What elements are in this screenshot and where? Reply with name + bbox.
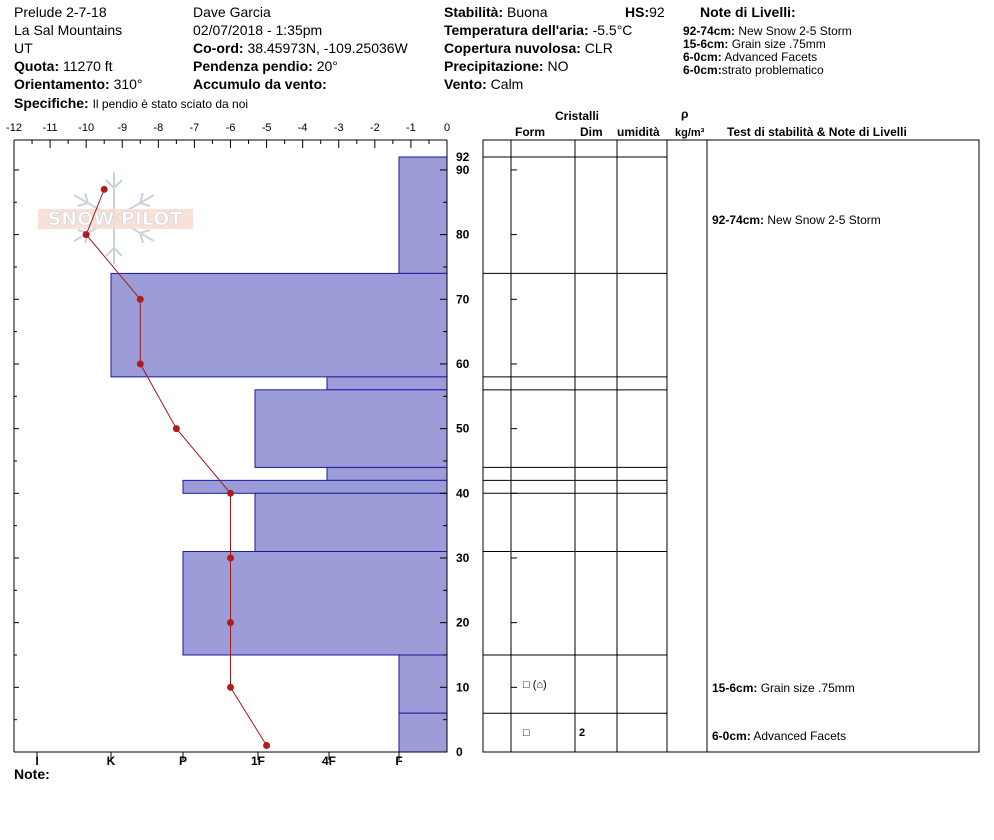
density-symbol: ρ [681, 107, 689, 121]
temperature-point [137, 360, 144, 367]
hardness-bar [255, 390, 447, 468]
layer-note-text: Advanced Facets [724, 50, 818, 64]
temperature-point [137, 296, 144, 303]
precip-label: Precipitazione: [444, 58, 544, 74]
location-name: La Sal Mountains [14, 22, 123, 38]
hardness-tick-label: K [106, 754, 116, 768]
observation-datetime: 02/07/2018 - 1:35pm [193, 22, 323, 38]
wind-loading-label: Accumulo da vento: [193, 76, 327, 92]
temperature-tick-label: 0 [443, 122, 451, 134]
table-note-text: Grain size .75mm [760, 681, 855, 695]
depth-tick-label: 70 [456, 292, 470, 307]
slope-value: 20° [316, 58, 338, 74]
layer-table-frame [483, 140, 979, 752]
table-note-range: 15-6cm: [712, 681, 758, 695]
aspect-label: Orientamento: [14, 76, 110, 92]
notes-footer-label: Note: [14, 766, 50, 782]
table-note-3 [712, 730, 846, 743]
layer-note-text: Grain size .75mm [731, 37, 826, 51]
temperature-axis [6, 122, 450, 148]
temperature-point [227, 554, 234, 561]
cloud-label: Copertura nuvolosa: [444, 40, 581, 56]
layer-note-text: New Snow 2-5 Storm [738, 24, 852, 38]
depth-tick-label: 20 [456, 615, 470, 630]
table-note-2 [712, 682, 855, 695]
table-note-1 [712, 214, 881, 227]
temperature-point [263, 742, 270, 749]
temperature-tick-label: -2 [369, 122, 380, 134]
temperature-point [101, 186, 108, 193]
temperature-point [173, 425, 180, 432]
hardness-axis [35, 752, 402, 768]
state-name: UT [14, 40, 33, 56]
crystal-form-cell: □ [523, 727, 530, 739]
table-note-text: Advanced Facets [753, 729, 847, 743]
temperature-tick-label: -9 [117, 122, 128, 134]
hardness-tick-label: 1F [250, 754, 266, 768]
temperature-tick-label: -10 [78, 122, 95, 134]
layer-note-range: 15-6cm: [683, 37, 729, 51]
temperature-tick-label: -7 [189, 122, 200, 134]
layer-table [483, 140, 979, 752]
crystal-form-cell: □ (⌂) [523, 679, 547, 691]
layer-notes-title: Note di Livelli: [700, 4, 796, 20]
size-header: Dim [580, 125, 603, 139]
table-note-text: New Snow 2-5 Storm [767, 213, 881, 227]
hardness-bar [255, 493, 447, 551]
temperature-tick-label: -6 [225, 122, 236, 134]
hardness-bar [399, 655, 447, 713]
density-unit: kg/m³ [675, 127, 705, 139]
depth-tick-label: 90 [456, 162, 470, 177]
hs-label: HS: [625, 4, 650, 20]
depth-tick-label: 50 [456, 421, 470, 436]
hardness-bars [111, 157, 447, 752]
wetness-header: umidità [617, 125, 660, 139]
air-temp-label: Temperatura dell'aria: [444, 22, 589, 38]
hardness-bar [183, 480, 447, 493]
hs-value: 92 [649, 4, 665, 20]
hardness-bar [399, 157, 447, 273]
stability-value: Buona [507, 4, 548, 20]
layer-note-text: strato problematico [721, 63, 824, 77]
hardness-bar [327, 377, 447, 390]
temperature-tick-label: -12 [6, 122, 22, 134]
coord-value: 38.45973N, -109.25036W [247, 40, 408, 56]
table-depth-ticks [511, 170, 517, 752]
temperature-line [86, 189, 266, 745]
wind-label: Vento: [444, 76, 487, 92]
depth-tick-label: 80 [456, 227, 470, 242]
temperature-point [227, 619, 234, 626]
crystal-size-cell: 2 [579, 727, 586, 739]
logo-text: SNOW PILOT [47, 208, 183, 230]
hardness-tick-label: 4F [321, 754, 337, 768]
notes-header: Test di stabilità & Note di Livelli [727, 125, 907, 139]
crystals-header: Cristalli [555, 109, 600, 123]
precip-value: NO [547, 58, 569, 74]
temperature-tick-label: -11 [42, 122, 58, 134]
depth-top-label: 92 [456, 150, 470, 164]
elevation-label: Quota: [14, 58, 60, 74]
slope-label: Pendenza pendio: [193, 58, 313, 74]
depth-tick-label: 30 [456, 550, 470, 565]
table-note-range: 6-0cm: [712, 729, 751, 743]
table-note-range: 92-74cm: [712, 213, 765, 227]
form-header: Form [515, 125, 545, 139]
hardness-tick-label: P [178, 754, 188, 768]
temperature-point [83, 231, 90, 238]
temperature-tick-label: -1 [406, 122, 416, 134]
air-temp-value: -5.5°C [592, 22, 633, 38]
layer-note-range: 92-74cm: [683, 24, 736, 38]
temperature-point [227, 490, 234, 497]
hardness-bar [111, 273, 447, 376]
profile-title: Prelude 2-7-18 [14, 4, 107, 20]
hardness-bar [399, 713, 447, 752]
elevation-value: 11270 ft [63, 58, 113, 74]
hardness-bar [183, 552, 447, 655]
cloud-value: CLR [584, 40, 613, 56]
hardness-bar [327, 467, 447, 480]
aspect-value: 310° [113, 76, 143, 92]
specifics-value: Il pendio è stato sciato da noi [92, 97, 249, 111]
hardness-tick-label: F [395, 754, 403, 768]
temperature-tick-label: -3 [333, 122, 344, 134]
coord-label: Co-ord: [193, 40, 244, 56]
hardness-tick-label: I [35, 754, 39, 768]
wind-value: Calm [490, 76, 524, 92]
temperature-tick-label: -5 [261, 122, 272, 134]
stability-label: Stabilità: [444, 4, 504, 20]
temperature-tick-label: -4 [297, 122, 308, 134]
depth-tick-label: 60 [456, 356, 470, 371]
snowpilot-logo [38, 172, 193, 264]
observer-name: Dave Garcia [193, 4, 271, 20]
depth-tick-label: 40 [456, 486, 470, 501]
depth-tick-label: 0 [456, 745, 463, 759]
layer-note-range: 6-0cm: [683, 63, 722, 77]
layer-note-range: 6-0cm: [683, 50, 722, 64]
depth-tick-label: 10 [456, 680, 470, 695]
temperature-point [227, 684, 234, 691]
temperature-profile [83, 186, 270, 749]
specifics-label: Specifiche: [14, 95, 89, 111]
temperature-tick-label: -8 [153, 122, 164, 134]
